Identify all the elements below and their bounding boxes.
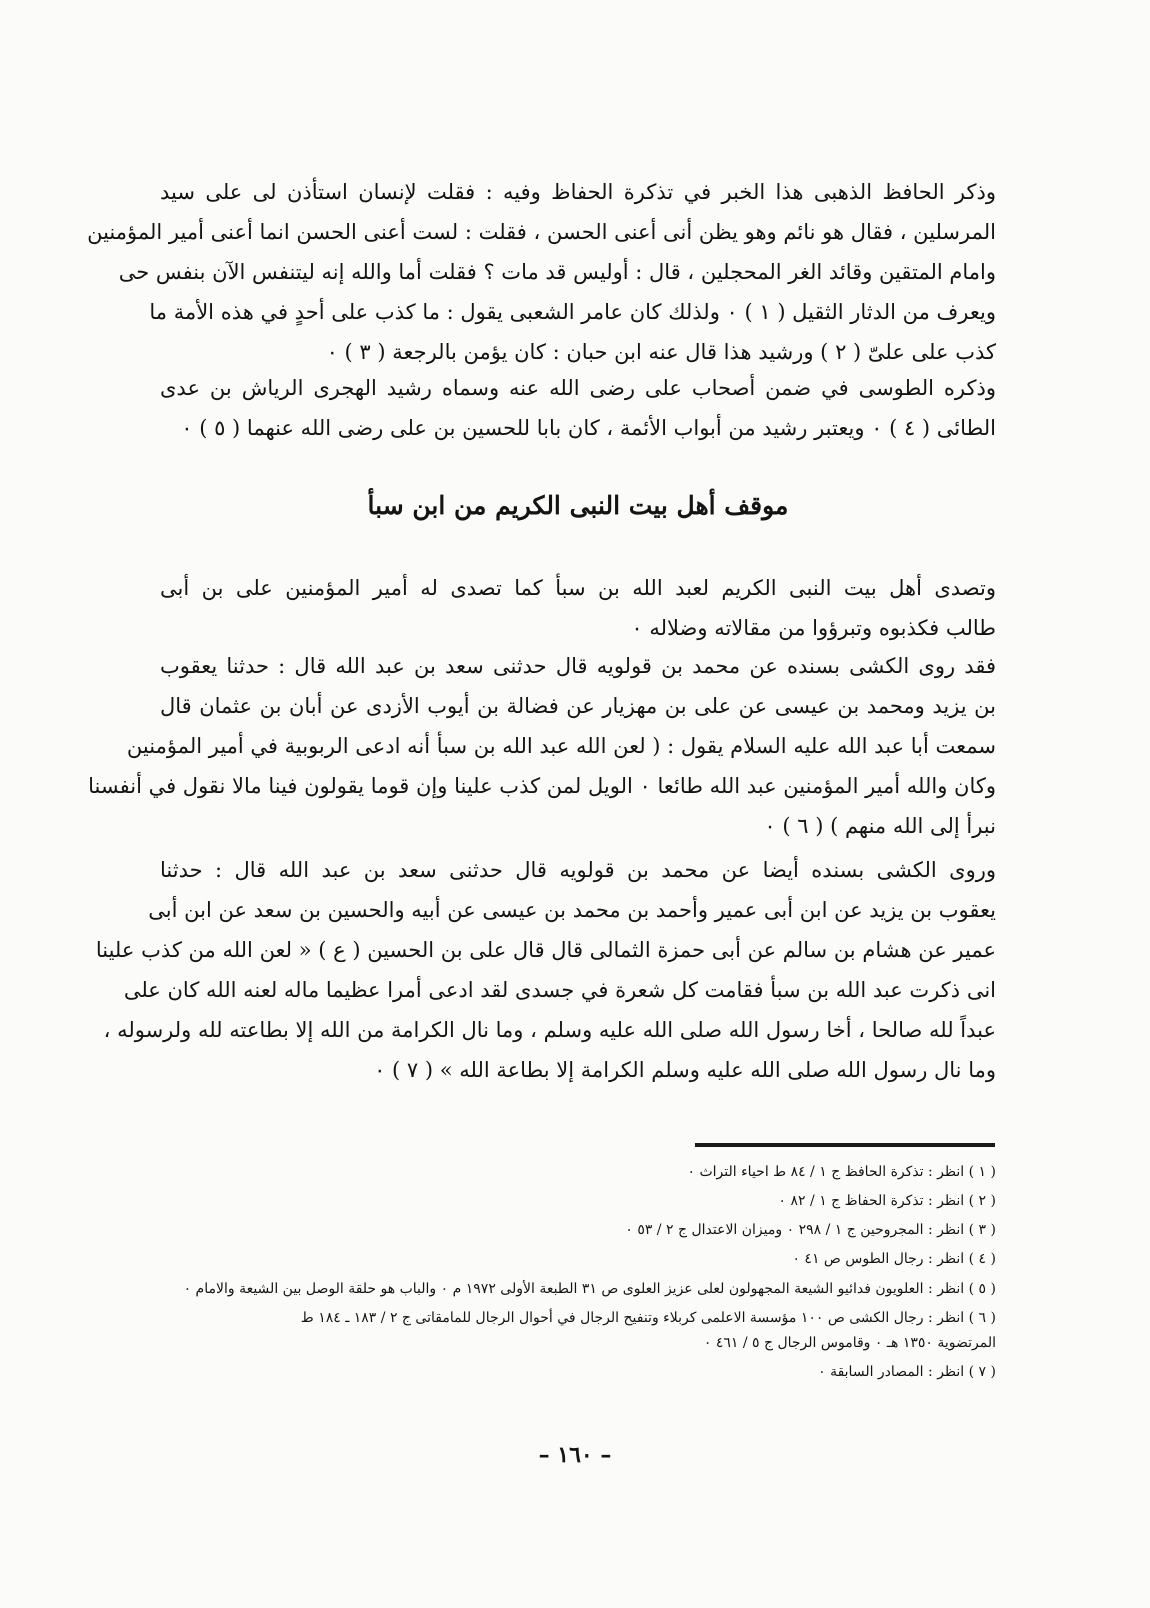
text-line: وتصدى أهل بيت النبى الكريم لعبد الله بن سبأ كما تصدى له أمير المؤمنين على بن أبى [160, 576, 996, 600]
paragraph-tusi [160, 368, 996, 448]
text-line: عبداً لله صالحا ، أخا رسول الله صلى الله عليه وسلم ، وما نال الكرامة من الله إلا بطاعته لله ولرسوله ، [103, 1018, 996, 1042]
footnote-4: ( ٤ ) انظر : رجال الطوس ص ٤١ ٠ [792, 1251, 996, 1267]
text-line: الطائى ( ٤ ) ٠ ويعتبر رشيد من أبواب الأئمة ، كان بابا للحسين بن على رضى الله عنهما ( ٥ ) ٠ [181, 416, 996, 440]
text-line: فقد روى الكشى بسنده عن محمد بن قولويه قال حدثنى سعد بن عبد الله قال : حدثنا يعقوب [160, 654, 996, 678]
paragraph-ahl-al-bayt [160, 568, 996, 648]
text-line: وما نال رسول الله صلى الله عليه وسلم الكرامة إلا بطاعة الله » ( ٧ ) ٠ [374, 1058, 996, 1082]
section-heading: موقف أهل بيت النبى الكريم من ابن سبأ [367, 491, 789, 520]
footnote-3: ( ٣ ) انظر : المجروحين ج ١ / ٢٩٨ ٠ وميزان الاعتدال ج ٢ / ٥٣ ٠ [625, 1222, 996, 1238]
text-line: وذكره الطوسى في ضمن أصحاب على رضى الله عنه وسماه رشيد الهجرى الرياش بن عدى [160, 376, 996, 400]
footnote-1: ( ١ ) انظر : تذكرة الحافظ ج ١ / ٨٤ ط احياء التراث ٠ [687, 1164, 996, 1180]
text-line: كذب على علىّ ( ٢ ) ورشيد هذا قال عنه ابن حبان : كان يؤمن بالرجعة ( ٣ ) ٠ [326, 340, 996, 364]
text-line: وروى الكشى بسنده أيضا عن محمد بن قولويه قال حدثنى سعد بن عبد الله قال : حدثنا [160, 858, 996, 882]
text-line: وامام المتقين وقائد الغر المحجلين ، قال : أوليس قد مات ؟ فقلت أما والله إنه ليتنفس الآن بنفس حى [118, 260, 996, 284]
paragraph-kashshi-2 [95, 850, 996, 1090]
text-line: انى ذكرت عبد الله بن سبأ فقامت كل شعرة في جسدى لقد ادعى أمرا عظيما ماله لعنه الله كان على [123, 978, 996, 1002]
text-line: طالب فكذبوه وتبرؤوا من مقالاته وضلاله ٠ [631, 616, 996, 640]
text-line: المرسلين ، فقال هو نائم وهو يظن أنى أعنى الحسن ، فقلت : لست أعنى الحسن انما أعنى أمير المؤمنين [87, 220, 996, 244]
footnote-2: ( ٢ ) انظر : تذكرة الحفاظ ج ١ / ٨٢ ٠ [778, 1193, 996, 1209]
paragraph-kashshi-1 [88, 646, 996, 846]
text-line: عمير عن هشام بن سالم عن أبى حمزة الثمالى قال قال على بن الحسين ( ع ) « لعن الله من كذب علينا [95, 938, 996, 962]
text-line: نبرأ إلى الله منهم ) ( ٦ ) ٠ [764, 814, 996, 838]
text-line: وكان والله أمير المؤمنين عبد الله طائعا ٠ الويل لمن كذب علينا وإن قوما يقولون فينا مالا نقول في أنفسنا [88, 774, 996, 798]
text-line: ويعرف من الدثار الثقيل ( ١ ) ٠ ولذلك كان عامر الشعبى يقول : ما كذب على أحدٍ في هذه الأمة ما [149, 300, 996, 324]
paragraph-dhahabi [87, 172, 996, 372]
footnote-divider [695, 1143, 995, 1147]
text-line: وذكر الحافظ الذهبى هذا الخبر في تذكرة الحفاظ وفيه : فقلت لإنسان استأذن لى على سيد [160, 180, 996, 204]
footnote-6-continued: المرتضوية ١٣٥٠ هـ ٠ وقاموس الرجال ج ٥ / ٤٦١ ٠ [703, 1335, 996, 1351]
text-line: يعقوب بن يزيد عن ابن أبى عمير وأحمد بن محمد بن عيسى عن أبيه والحسين بن سعد عن ابن أبى [148, 898, 996, 922]
footnote-6: ( ٦ ) انظر : رجال الكشى ص ١٠٠ مؤسسة الاعلمى كربلاء وتنفيح الرجال في أحوال الرجال للمامقاتى ج ٢ / ١٨٣ ـ ١٨٤ ط [300, 1310, 996, 1326]
page-number: – ١٦٠ – [538, 1442, 612, 1468]
text-line: بن يزيد ومحمد بن عيسى عن على بن مهزيار عن فضالة بن أيوب الأزدى عن أبان بن عثمان قال [160, 694, 996, 718]
text-line: سمعت أبا عبد الله عليه السلام يقول : ( لعن الله عبد الله بن سبأ أنه ادعى الربوبية في أمير المؤمنين [126, 734, 996, 758]
footnote-7: ( ٧ ) انظر : المصادر السابقة ٠ [818, 1364, 996, 1380]
footnote-5: ( ٥ ) انظر : العلويون فدائيو الشيعة المجهولون لعلى عزيز العلوى ص ٣١ الطبعة الأولى ١٩٧٢ م ٠ والباب هو حلقة الوصل بين الشيعة والامام ٠ [183, 1281, 996, 1297]
